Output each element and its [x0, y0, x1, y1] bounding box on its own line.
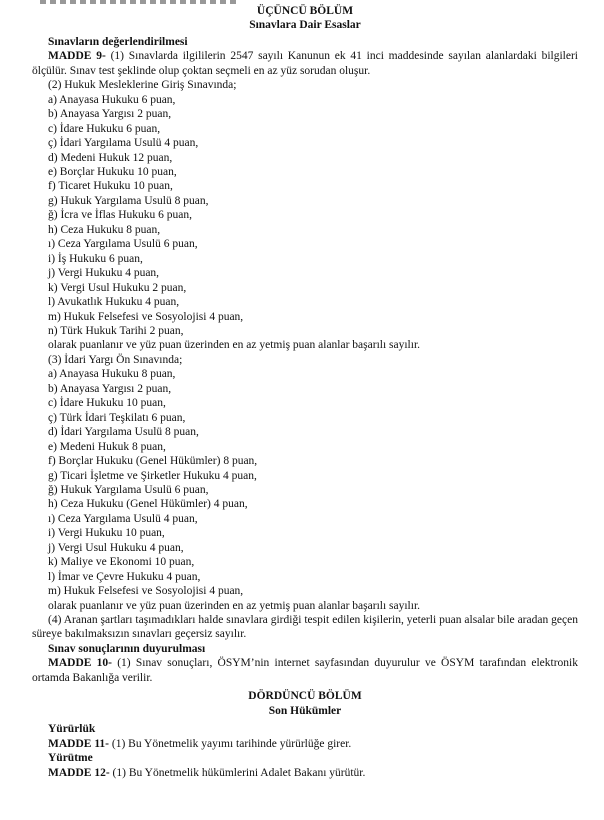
list2: [32, 93, 578, 339]
list-item: k) Vergi Usul Hukuku 2 puan,: [48, 281, 187, 294]
list-item: g) Ticari İşletme ve Şirketler Hukuku 4 puan,: [48, 469, 257, 482]
paragraph-4: (4) Aranan şartları taşımadıkları halde sınavlara girdiği tespit edilen kişilerin, yeterli puan alsalar bile aradan geçen süreye bakılmaksızın sınavları geçersiz sayılır.: [32, 614, 578, 641]
article-10-text: (1) Sınav sonuçları, ÖSYM’nin internet sayfasından duyurulur ve ÖSYM tarafından elektronik ortamda Bakanlığa verilir.: [32, 657, 578, 684]
list-item: j) Vergi Hukuku 4 puan,: [48, 267, 160, 280]
list-item: g) Hukuk Yargılama Usulü 8 puan,: [48, 194, 209, 207]
article-11-paragraph: [32, 737, 578, 751]
list-item: c) İdare Hukuku 6 puan,: [48, 122, 161, 135]
list-item: c) İdare Hukuku 10 puan,: [48, 397, 166, 410]
part4-subheading: Son Hükümler: [268, 704, 342, 717]
list-item: ı) Ceza Yargılama Usulü 6 puan,: [48, 238, 198, 251]
list-item: ç) İdari Yargılama Usulü 4 puan,: [48, 137, 199, 150]
list-item: ğ) İcra ve İflas Hukuku 6 puan,: [48, 209, 193, 222]
list-item: m) Hukuk Felsefesi ve Sosyolojisi 4 puan,: [48, 310, 244, 323]
part3-subheading: Sınavlara Dair Esaslar: [249, 19, 361, 32]
list-item: f) Ticaret Hukuku 10 puan,: [48, 180, 173, 193]
list-item: j) Vergi Usul Hukuku 4 puan,: [48, 541, 184, 554]
article-12-paragraph: [32, 766, 578, 780]
section-title-results: Sınav sonuçlarının duyurulması: [48, 642, 206, 655]
list3-closing: olarak puanlanır ve yüz puan üzerinden en az yetmiş puan alanlar başarılı sayılır.: [48, 599, 421, 612]
article-9-label: MADDE 9-: [48, 50, 106, 63]
article-12-label: MADDE 12-: [48, 766, 110, 779]
list-item: n) Türk Hukuk Tarihi 2 puan,: [48, 324, 184, 337]
list2-intro: (2) Hukuk Mesleklerine Giriş Sınavında;: [48, 79, 237, 92]
part4-heading: DÖRDÜNCÜ BÖLÜM: [248, 690, 362, 703]
list-item: k) Maliye ve Ekonomi 10 puan,: [48, 556, 195, 569]
list-item: ğ) Hukuk Yargılama Usulü 6 puan,: [48, 483, 209, 496]
list-item: h) Ceza Hukuku 8 puan,: [48, 223, 161, 236]
list-item: d) Medeni Hukuk 12 puan,: [48, 151, 173, 164]
section-title-effective: Yürürlük: [48, 723, 96, 736]
list-item: m) Hukuk Felsefesi ve Sosyolojisi 4 puan,: [48, 585, 244, 598]
article-9-text: (1) Sınavlarda ilgililerin 2547 sayılı Kanunun ek 41 inci maddesinde sayılan alanlardaki bilgileri ölçülür. Sınav test şeklinde olup çoktan seçmeli en az yüz sorudan oluşur.: [32, 50, 578, 77]
list-item: ı) Ceza Yargılama Usulü 4 puan,: [48, 512, 198, 525]
list3: [32, 367, 578, 598]
article-11-text: (1) Bu Yönetmelik yayımı tarihinde yürürlüğe girer.: [109, 737, 352, 750]
list-item: e) Borçlar Hukuku 10 puan,: [48, 165, 177, 178]
list-item: a) Anayasa Hukuku 8 puan,: [48, 368, 176, 381]
list3-intro: (3) İdari Yargı Ön Sınavında;: [48, 353, 183, 366]
part3-heading: ÜÇÜNCÜ BÖLÜM: [256, 5, 354, 17]
list-item: d) İdari Yargılama Usulü 8 puan,: [48, 426, 199, 439]
list-item: a) Anayasa Hukuku 6 puan,: [48, 93, 176, 106]
list-item: f) Borçlar Hukuku (Genel Hükümler) 8 puan,: [48, 455, 258, 468]
list-item: ç) Türk İdari Teşkilatı 6 puan,: [48, 411, 186, 424]
list-item: h) Ceza Hukuku (Genel Hükümler) 4 puan,: [48, 498, 248, 511]
list-item: l) Avukatlık Hukuku 4 puan,: [48, 296, 180, 309]
list2-closing: olarak puanlanır ve yüz puan üzerinden en az yetmiş puan alanlar başarılı sayılır.: [48, 339, 421, 352]
list-item: e) Medeni Hukuk 8 puan,: [48, 440, 166, 453]
article-10-paragraph: [32, 656, 578, 685]
list-item: l) İmar ve Çevre Hukuku 4 puan,: [48, 570, 201, 583]
list-item: b) Anayasa Yargısı 2 puan,: [48, 382, 172, 395]
article-11-label: MADDE 11-: [48, 737, 110, 750]
document-body: [32, 4, 578, 780]
section-title-execution: Yürütme: [48, 752, 93, 765]
list-item: i) İş Hukuku 6 puan,: [48, 252, 143, 265]
article-10-label: MADDE 10-: [48, 657, 112, 670]
list-item: b) Anayasa Yargısı 2 puan,: [48, 108, 172, 121]
article-9-paragraph: [32, 49, 578, 78]
section-title-evaluation: Sınavların değerlendirilmesi: [48, 35, 188, 48]
article-12-text: (1) Bu Yönetmelik hükümlerini Adalet Bakanı yürütür.: [109, 766, 366, 779]
list-item: i) Vergi Hukuku 10 puan,: [48, 527, 165, 540]
